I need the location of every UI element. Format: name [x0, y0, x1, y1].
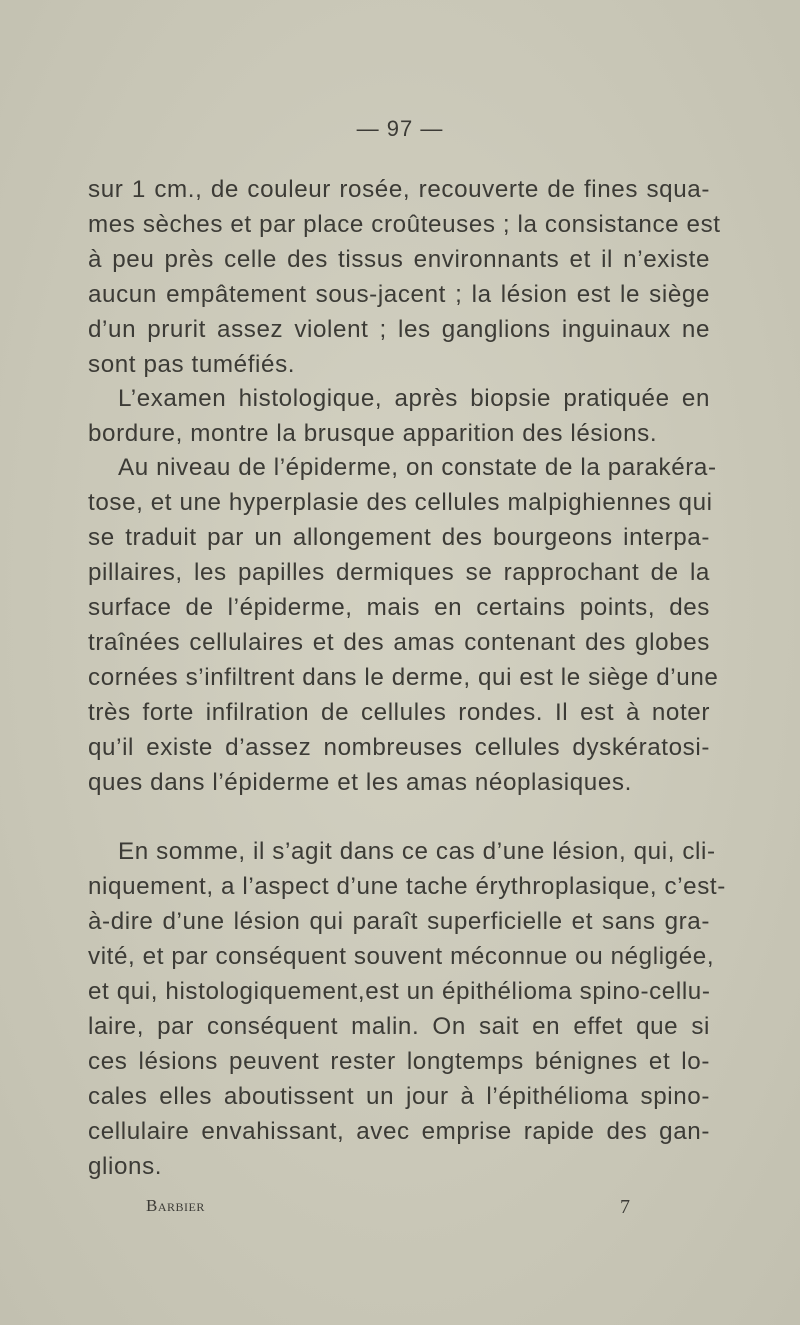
footer-author: Barbier: [146, 1196, 205, 1215]
text-line: très forte infilration de cellules rondes. Il est à noter: [88, 699, 710, 726]
text-line: bordure, montre la brusque apparition des lésions.: [88, 420, 658, 447]
text-line: ques dans l’épiderme et les amas néoplasiques.: [88, 769, 632, 796]
text-line: L’examen histologique, après biopsie pratiquée en: [118, 385, 710, 412]
text-line: ces lésions peuvent rester longtemps bénignes et lo-: [88, 1048, 710, 1075]
page-number: — 97 —: [356, 116, 444, 141]
text-line: cornées s’infiltrent dans le derme, qui est le siège d’une: [88, 664, 719, 691]
text-line: sur 1 cm., de couleur rosée, recouverte de fines squa-: [88, 176, 710, 203]
text-line: En somme, il s’agit dans ce cas d’une lésion, qui, cli-: [118, 838, 716, 865]
text-line: glions.: [88, 1153, 163, 1180]
text-line: aucun empâtement sous-jacent ; la lésion est le siège: [88, 281, 710, 308]
text-line: cellulaire envahissant, avec emprise rapide des gan-: [88, 1118, 710, 1145]
text-line: sont pas tuméfiés.: [88, 351, 296, 378]
text-line: laire, par conséquent malin. On sait en effet que si: [88, 1013, 710, 1040]
text-line: cales elles aboutissent un jour à l’épithélioma spino-: [88, 1083, 710, 1110]
text-line: d’un prurit assez violent ; les ganglions inguinaux ne: [88, 316, 710, 343]
paragraph-4: [88, 834, 726, 1184]
paragraph-2: [88, 381, 710, 451]
paragraph-3: [88, 450, 719, 800]
text-line: niquement, a l’aspect d’une tache érythroplasique, c’est-: [88, 873, 726, 900]
text-line: Au niveau de l’épiderme, on constate de la parakéra-: [118, 454, 717, 481]
text-line: mes sèches et par place croûteuses ; la consistance est: [88, 211, 721, 238]
text-line: à peu près celle des tissus environnants et il n’existe: [88, 246, 710, 273]
text-line: pillaires, les papilles dermiques se rapprochant de la: [88, 559, 710, 586]
text-line: qu’il existe d’assez nombreuses cellules dyskératosi-: [88, 734, 710, 761]
paragraph-1: [88, 172, 721, 382]
text-line: se traduit par un allongement des bourgeons interpa-: [88, 524, 710, 551]
text-line: traînées cellulaires et des amas contenant des globes: [88, 629, 710, 656]
text-line: à-dire d’une lésion qui paraît superficielle et sans gra-: [88, 908, 710, 935]
text-line: surface de l’épiderme, mais en certains points, des: [88, 594, 710, 621]
footer-signature-mark: 7: [620, 1196, 630, 1218]
text-line: vité, et par conséquent souvent méconnue ou négligée,: [88, 943, 715, 970]
text-line: tose, et une hyperplasie des cellules malpighiennes qui: [88, 489, 713, 516]
text-line: et qui, histologiquement,est un épithélioma spino-cellu-: [88, 978, 711, 1005]
